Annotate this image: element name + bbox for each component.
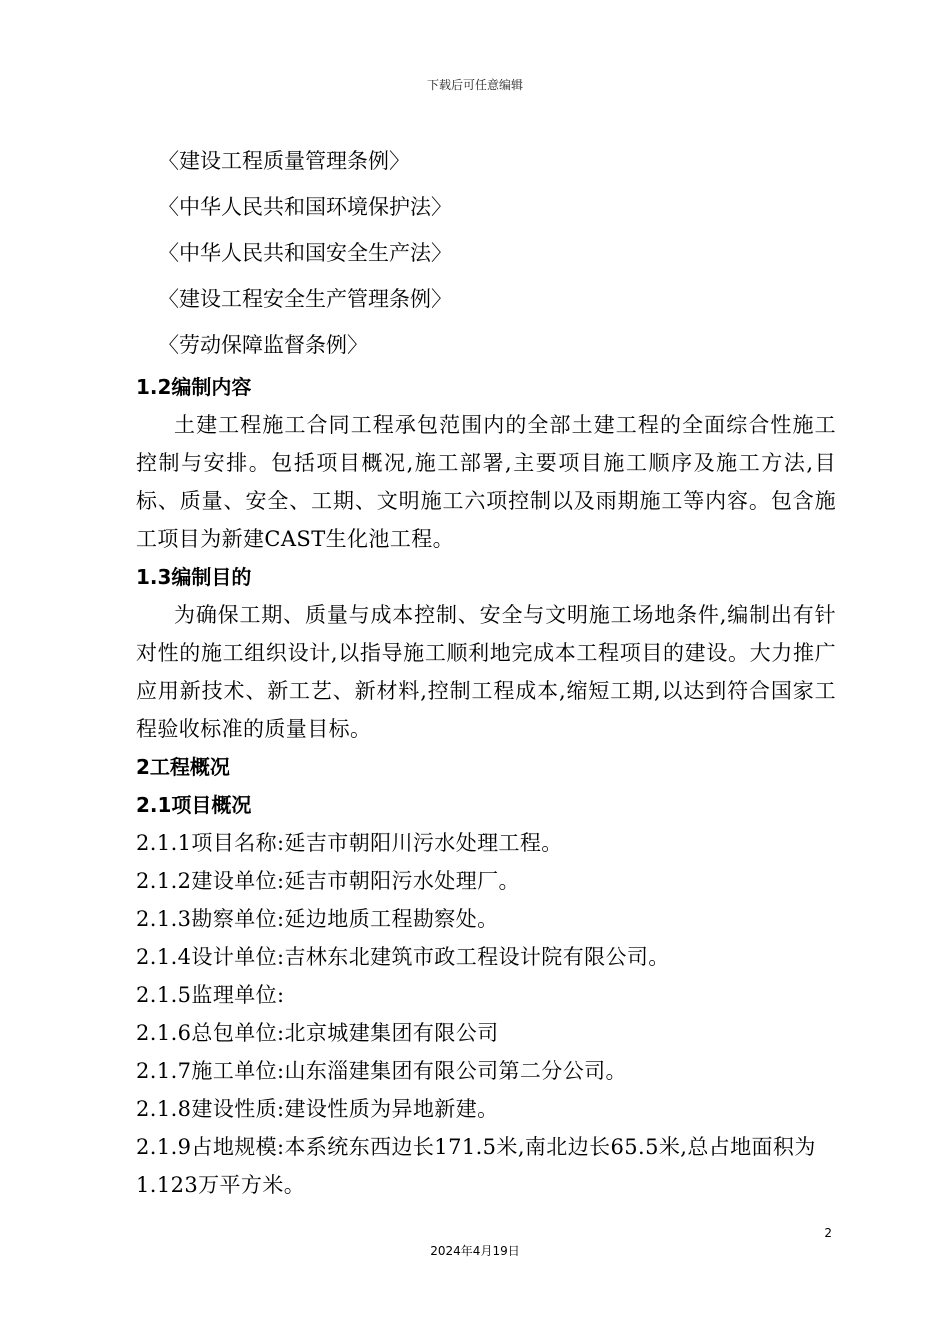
project-info-item: 2.1.9占地规模:本系统东西边长171.5米,南北边长65.5米,总占地面积为1.123万平方米。	[136, 1135, 816, 1197]
law-reference: 〈建设工程安全生产管理条例〉	[158, 287, 452, 311]
section-heading-2-1: 2.1项目概况	[136, 793, 252, 817]
project-info-item: 2.1.8建设性质:建设性质为异地新建。	[136, 1097, 499, 1121]
footer-date: 2024年4月19日	[430, 1244, 520, 1258]
project-info-item: 2.1.7施工单位:山东淄建集团有限公司第二分公司。	[136, 1059, 627, 1083]
section-heading-1-2: 1.2编制内容	[136, 375, 252, 399]
project-info-item: 2.1.4设计单位:吉林东北建筑市政工程设计院有限公司。	[136, 945, 670, 969]
project-info-item: 2.1.1项目名称:延吉市朝阳川污水处理工程。	[136, 831, 563, 855]
law-reference: 〈建设工程质量管理条例〉	[158, 149, 410, 173]
law-reference: 〈中华人民共和国环境保护法〉	[158, 195, 452, 219]
project-info-item: 2.1.2建设单位:延吉市朝阳污水处理厂。	[136, 869, 520, 893]
page-header: 下载后可任意编辑	[426, 78, 523, 92]
law-reference: 〈中华人民共和国安全生产法〉	[158, 241, 452, 265]
project-info-item: 2.1.3勘察单位:延边地质工程勘察处。	[136, 907, 499, 931]
section-paragraph-1-3: 为确保工期、质量与成本控制、安全与文明施工场地条件,编制出有针对性的施工组织设计,以指导施工顺利地完成本工程项目的建设。大力推广应用新技术、新工艺、新材料,控制工程成本,缩短工期,以达到符合国家工程验收标准的质量目标。	[136, 603, 836, 741]
project-info-item: 2.1.5监理单位:	[136, 983, 285, 1007]
law-reference: 〈劳动保障监督条例〉	[158, 333, 368, 357]
section-paragraph-1-2: 土建工程施工合同工程承包范围内的全部土建工程的全面综合性施工控制与安排。包括项目概况,施工部署,主要项目施工顺序及施工方法,目标、质量、安全、工期、文明施工六项控制以及雨期施工等内容。包含施工项目为新建CAST生化池工程。	[136, 413, 836, 551]
section-heading-2: 2工程概况	[136, 755, 230, 779]
document-body	[136, 138, 836, 1204]
project-info-item: 2.1.6总包单位:北京城建集团有限公司	[136, 1021, 499, 1045]
section-heading-1-3: 1.3编制目的	[136, 565, 252, 589]
page-number: 2	[824, 1226, 832, 1240]
